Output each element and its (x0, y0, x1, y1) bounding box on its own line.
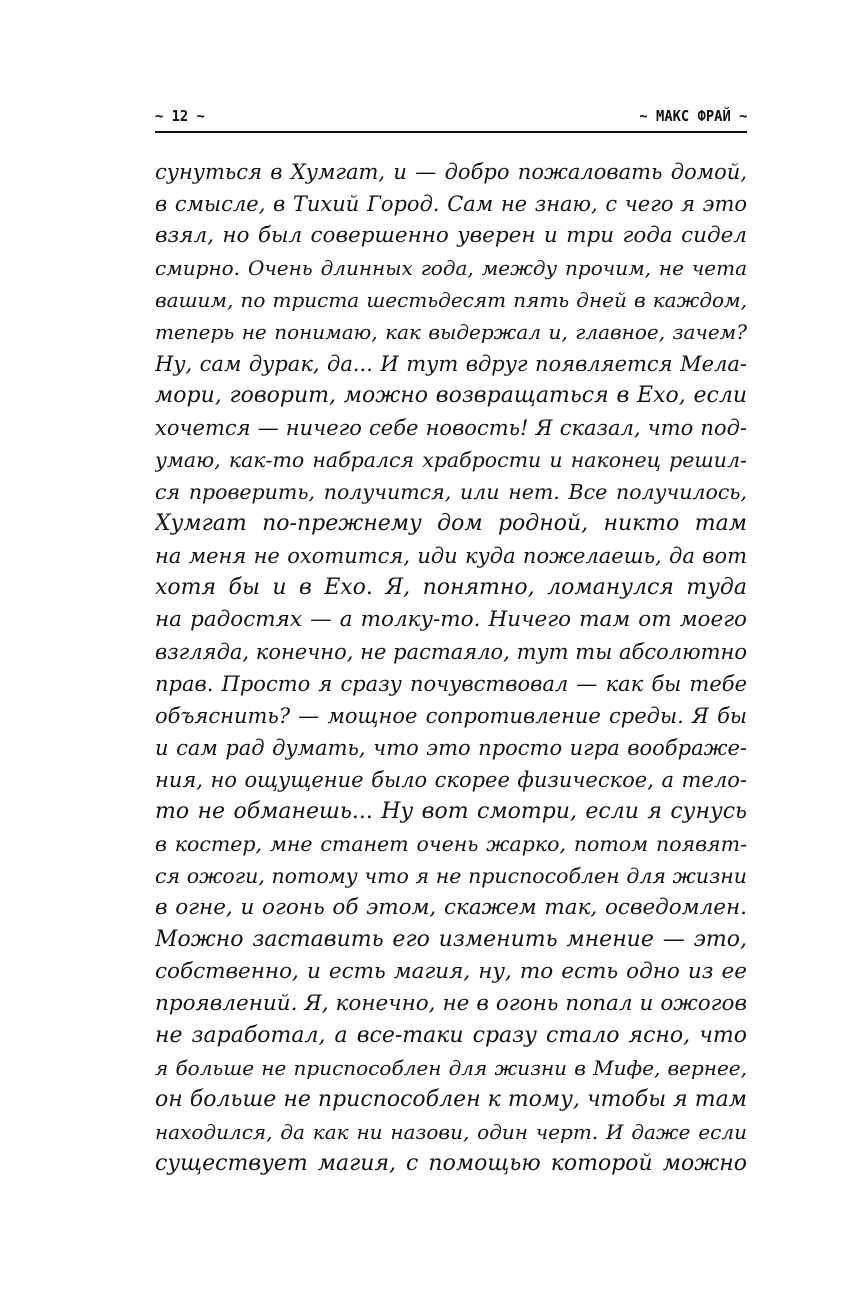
text-line: смирно. Очень длинных года, между прочим, не чета (155, 256, 747, 280)
body-text (155, 156, 747, 1180)
header-rule (155, 131, 747, 133)
text-line: существует магия, с помощью которой можно (155, 1151, 747, 1176)
text-line: мори, говорит, можно возвращаться в Ехо, если (155, 383, 747, 408)
text-line: прав. Просто я сразу почувствовал — как бы тебе (155, 672, 747, 696)
text-line: умаю, как-то набрался храбрости и наконец решил- (155, 448, 747, 472)
text-line: взял, но был совершенно уверен и три года сидел (155, 223, 747, 248)
text-line: не заработал, а все-таки сразу стало ясно, что (155, 1023, 747, 1048)
text-line: в огне, и огонь об этом, скажем так, осведомлен. (155, 895, 747, 920)
text-line: и сам рад думать, что это просто игра воображе- (155, 736, 747, 760)
text-line: вашим, по триста шестьдесят пять дней в каждом, (155, 288, 747, 312)
text-line: Хумгат по-прежнему дом родной, никто там (155, 511, 747, 536)
page-number: ~ 12 ~ (155, 107, 205, 125)
text-line: ся проверить, получится, или нет. Все получилось, (155, 480, 747, 504)
text-line: хочется — ничего себе новость! Я сказал, что под- (155, 416, 747, 440)
text-line: на меня не охотится, иди куда пожелаешь, да вот (155, 544, 747, 568)
text-line: взгляда, конечно, не растаяло, тут ты абсолютно (155, 640, 747, 664)
text-line: хотя бы и в Ехо. Я, понятно, ломанулся туда (155, 575, 747, 600)
text-line: Можно заставить его изменить мнение — это, (155, 927, 747, 952)
text-line: я больше не приспособлен для жизни в Мифе, вернее, (155, 1056, 747, 1080)
text-line: ния, но ощущение было скорее физическое, а тело- (155, 768, 747, 792)
text-line: Ну, сам дурак, да... И тут вдруг появляется Мела- (155, 352, 747, 376)
text-line: то не обманешь... Ну вот смотри, если я сунусь (155, 799, 747, 824)
text-line: он больше не приспособлен к тому, чтобы я там (155, 1087, 747, 1112)
text-line: в смысле, в Тихий Город. Сам не знаю, с чего я это (155, 192, 747, 216)
text-line: теперь не понимаю, как выдержал и, главное, зачем? (155, 320, 747, 344)
text-line: собственно, и есть магия, ну, то есть одно из ее (155, 959, 747, 984)
text-line: проявлений. Я, конечно, не в огонь попал и ожогов (155, 991, 747, 1016)
author-running-head: ~ МАКС ФРАЙ ~ (638, 107, 747, 125)
text-line: сунуться в Хумгат, и — добро пожаловать домой, (155, 160, 747, 184)
text-line: объяснить? — мощное сопротивление среды. Я бы (155, 704, 747, 728)
text-line: на радостях — а толку-то. Ничего там от моего (155, 607, 747, 632)
text-line: ся ожоги, потому что я не приспособлен для жизни (155, 864, 747, 888)
text-line: находился, да как ни назови, один черт. И даже если (155, 1120, 747, 1144)
text-line: в костер, мне станет очень жарко, потом появят- (155, 832, 747, 856)
running-head (155, 107, 747, 129)
